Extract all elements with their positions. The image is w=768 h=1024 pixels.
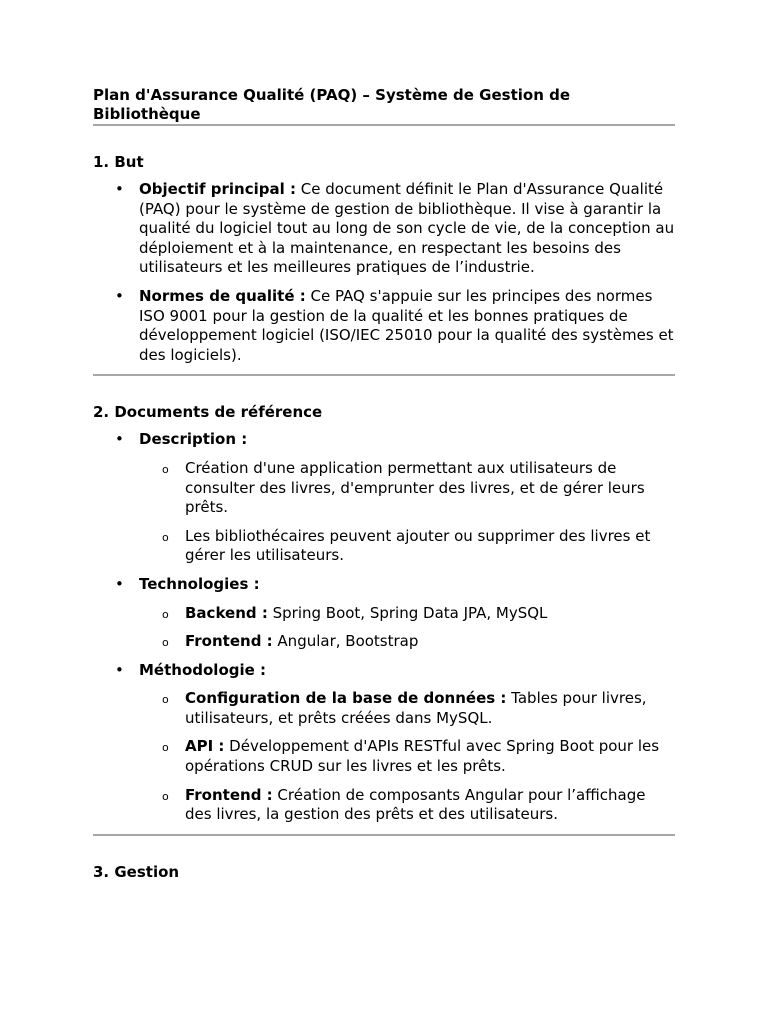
sub-list-item-backend: [139, 604, 675, 624]
circle-bullet-icon: o: [162, 789, 169, 803]
list-item-normes-de-qualite: [93, 287, 675, 365]
item-label: Objectif principal :: [139, 180, 296, 198]
bullet-icon: •: [115, 180, 124, 198]
item-text: Ce document définit le Plan d'Assurance Qualité (PAQ) pour le système de gestion de bibliothèque. Il vise à garantir la qualité du logiciel tout au long de son cycle de vie, de la conception au déploiement et à la maintenance, en respectant les besoins des utilisateurs et les meilleures pratiques de l’industrie.: [139, 180, 675, 277]
circle-bullet-icon: o: [162, 530, 169, 544]
list-item-technologies: [93, 575, 675, 652]
item-label: API :: [185, 737, 225, 756]
sub-list-item: [139, 527, 675, 566]
document-title: Plan d'Assurance Qualité (PAQ) – Système de Gestion de Bibliothèque: [93, 86, 571, 123]
item-text: Création de composants Angular pour l’affichage des livres, la gestion des prêts et des utilisateurs.: [185, 785, 646, 824]
item-text: Tables pour livres, utilisateurs, et prêts créées dans MySQL.: [185, 689, 647, 727]
item-label: Technologies :: [139, 574, 260, 593]
section-heading-documents-de-reference: 2. Documents de référence: [93, 403, 323, 422]
section-heading-but: 1. But: [93, 153, 144, 171]
item-label: Normes de qualité :: [139, 286, 306, 305]
bullet-icon: •: [115, 430, 124, 449]
item-text: Spring Boot, Spring Data JPA, MySQL: [267, 603, 548, 622]
technologies-sublist: [139, 604, 675, 652]
item-label: Description :: [139, 430, 248, 449]
item-text: Ce PAQ s'appuie sur les principes des normes ISO 9001 pour la gestion de la qualité et les bonnes pratiques de développement logiciel (ISO/IEC 25010 pour la qualité des systèmes et des logiciels).: [139, 286, 674, 364]
bullet-icon: •: [115, 286, 124, 305]
item-text: Développement d'APIs RESTful avec Spring Boot pour les opérations CRUD sur les livres et les prêts.: [185, 737, 660, 776]
description-sublist: [139, 459, 675, 566]
item-label: Méthodologie :: [139, 660, 267, 679]
item-text: Angular, Bootstrap: [272, 632, 419, 651]
sub-list-item-configuration-bdd: [139, 689, 675, 728]
section-divider: [93, 124, 675, 126]
circle-bullet-icon: o: [162, 741, 169, 755]
list-item-methodologie: [93, 661, 675, 825]
section-heading-gestion: 3. Gestion: [93, 862, 180, 881]
item-label: Frontend :: [185, 785, 273, 804]
circle-bullet-icon: o: [162, 636, 169, 650]
list-item-description: [93, 430, 675, 566]
sub-list-item-frontend: [139, 786, 675, 825]
sub-list-item-api: [139, 737, 675, 776]
item-label: Backend :: [185, 603, 268, 622]
item-label: Configuration de la base de données :: [185, 689, 507, 708]
list-item-objectif-principal: [93, 180, 675, 278]
item-text: Création d'une application permettant aux utilisateurs de consulter des livres, d'emprunter des livres, et de gérer leurs prêts.: [185, 458, 645, 517]
item-label: Frontend :: [185, 632, 273, 651]
sub-list-item: [139, 459, 675, 518]
section-divider: [93, 834, 675, 836]
circle-bullet-icon: o: [162, 462, 169, 476]
documents-de-reference-list: [93, 430, 675, 825]
section-divider: [93, 374, 675, 376]
bullet-icon: •: [115, 574, 124, 593]
bullet-icon: •: [115, 660, 124, 679]
circle-bullet-icon: o: [162, 693, 169, 707]
sub-list-item-frontend: [139, 632, 675, 652]
methodologie-sublist: [139, 689, 675, 825]
circle-bullet-icon: o: [162, 607, 169, 621]
but-list: [93, 180, 675, 365]
item-text: Les bibliothécaires peuvent ajouter ou supprimer des livres et gérer les utilisateurs.: [185, 526, 651, 565]
